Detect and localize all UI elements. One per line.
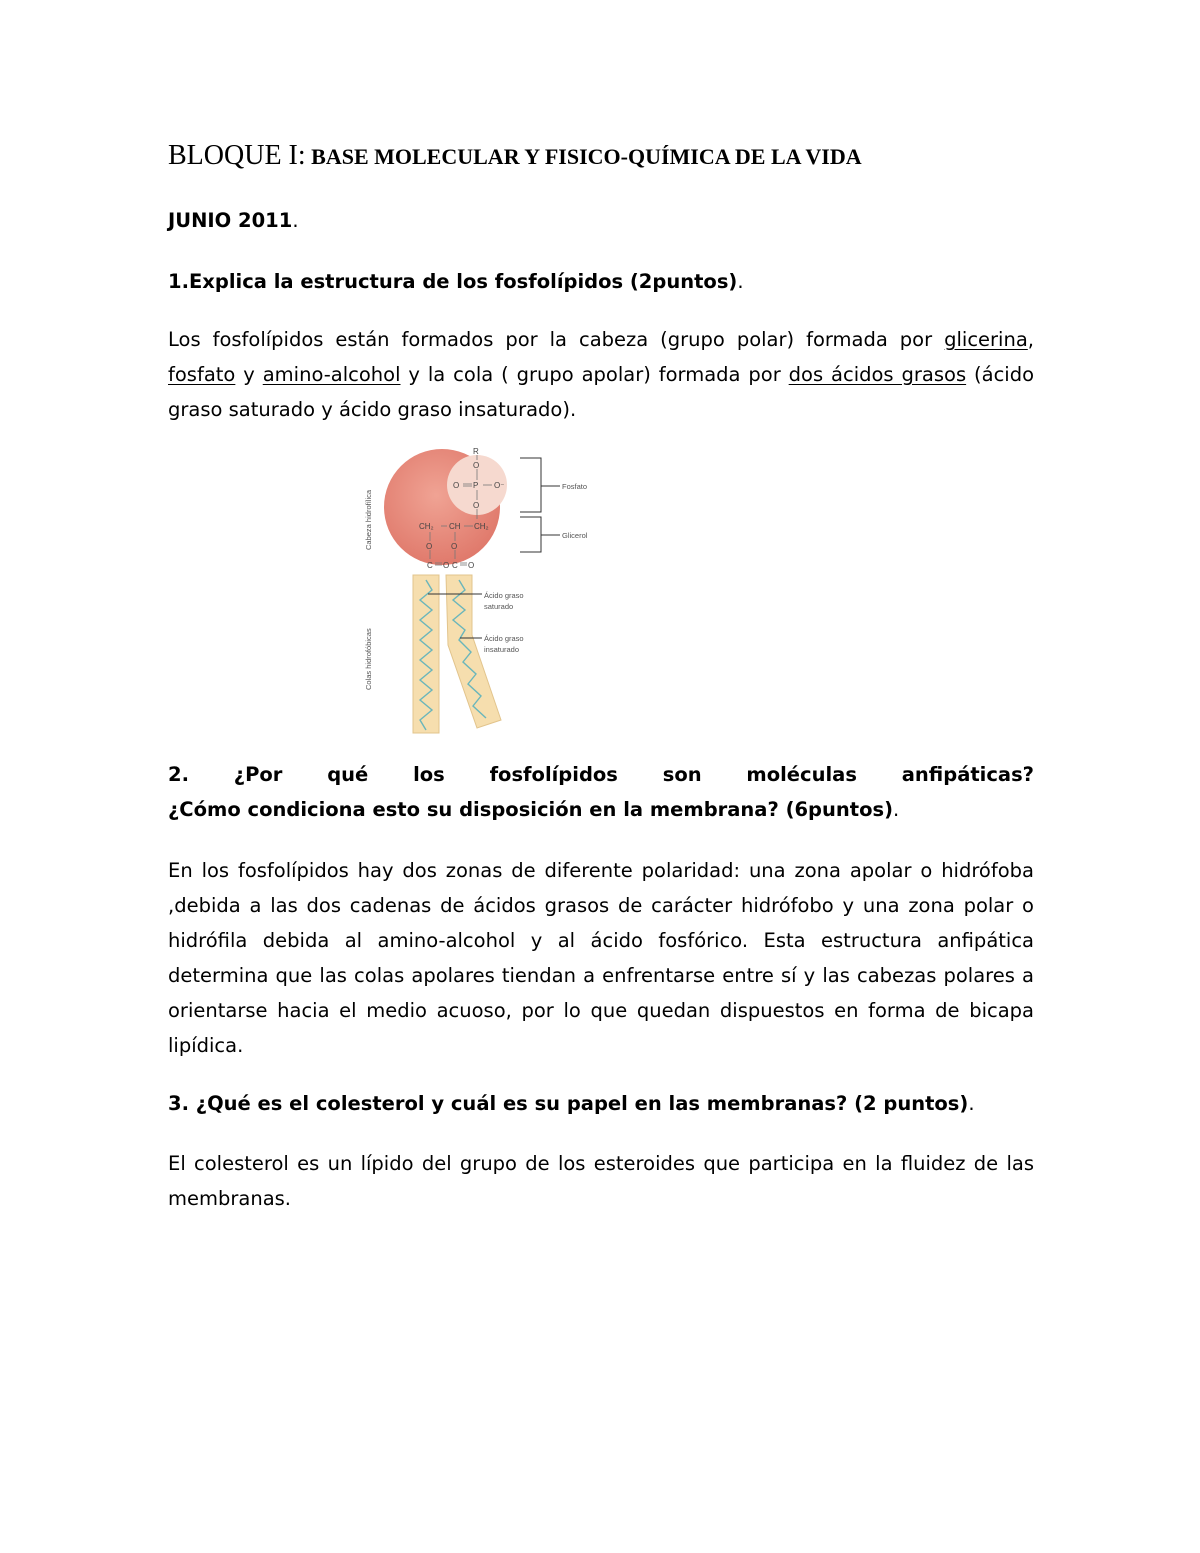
atom-o-ester-2: O [451, 542, 458, 551]
label-saturated-1: Ácido graso [484, 591, 524, 600]
answer-1-part: Los fosfolípidos están formados por la cabeza (grupo polar) formada por [168, 328, 945, 351]
label-glycerol: Glicerol [562, 531, 588, 540]
question-3-text: 3. ¿Qué es el colesterol y cuál es su papel en las membranas? (2 puntos) [168, 1092, 969, 1115]
label-hydrophobic-tails: Colas hidrofóbicas [364, 628, 373, 690]
atom-o-carbonyl-1: O [443, 561, 450, 570]
question-1 [168, 264, 1034, 299]
answer-1-part: y la cola ( grupo apolar) formada por [400, 363, 789, 386]
label-unsaturated-1: Ácido graso [484, 634, 524, 643]
answer-1-part: y [235, 363, 263, 386]
atom-r: R [473, 447, 479, 456]
phosphate-bracket [520, 458, 541, 512]
page-title [168, 140, 1048, 172]
atom-c-2: C [452, 561, 458, 570]
saturated-tail [413, 575, 439, 733]
label-hydrophilic-head: Cabeza hidrofílica [364, 489, 373, 550]
question-2-dot: . [893, 798, 900, 821]
question-2-line-2 [168, 792, 1034, 827]
exam-date [168, 203, 1034, 238]
answer-1-underline-glicerina: glicerina [944, 328, 1028, 351]
atom-o-mid: O [473, 501, 480, 510]
answer-1-underline-fosfato: fosfato [168, 363, 236, 386]
atom-o-ester-1: O [426, 542, 433, 551]
glycerol-bracket [520, 517, 541, 552]
answer-1-part: , [1027, 328, 1034, 351]
phospholipid-diagram [355, 440, 615, 735]
answer-1-underline-amino-alcohol: amino-alcohol [262, 363, 401, 386]
title-prefix: BLOQUE I: [168, 140, 306, 171]
phospholipid-figure [355, 440, 615, 735]
atom-ch: CH [449, 522, 461, 531]
exam-date-text: JUNIO 2011 [168, 209, 293, 232]
atom-c-1: C [427, 561, 433, 570]
atom-ch2-right: CH₂ [474, 522, 489, 531]
atom-o-minus: O⁻ [494, 481, 505, 490]
answer-1-part: (ácido graso saturado y ácido graso insaturado). [168, 363, 1035, 421]
label-saturated-2: saturado [484, 602, 514, 611]
question-2 [168, 757, 1034, 827]
answer-3: El colesterol es un lípido del grupo de los esteroides que participa en la fluidez de las membranas. [168, 1152, 1034, 1210]
title-rest: BASE MOLECULAR Y FISICO-QUÍMICA DE LA VIDA [305, 144, 862, 169]
answer-1 [168, 322, 1034, 427]
question-1-dot: . [737, 270, 744, 293]
exam-date-dot: . [292, 209, 299, 232]
answer-2: En los fosfolípidos hay dos zonas de diferente polaridad: una zona apolar o hidrófoba ,debida a las dos cadenas de ácidos grasos de carácter hidrófobo y una zona polar o hidrófila debida al amino-alcohol y al ácido fosfórico. Esta estructura anfipática determina que las colas apolares tiendan a enfrentarse entre sí y las cabezas polares a orientarse hacia el medio acuoso, por lo que quedan dispuestos en forma de bicapa lipídica. [168, 859, 1034, 1057]
atom-ch2-left: CH₂ [419, 522, 434, 531]
question-2-line-1: 2. ¿Por qué los fosfolípidos son moléculas anfipáticas? [168, 763, 1034, 786]
atom-p: P [473, 481, 479, 490]
label-unsaturated-2: insaturado [484, 645, 520, 654]
question-3 [168, 1086, 1034, 1121]
atom-o-left: O [453, 481, 460, 490]
atom-o-top: O [473, 461, 480, 470]
answer-1-underline-acidos-grasos: dos ácidos grasos [788, 363, 967, 386]
label-phosphate: Fosfato [562, 482, 588, 491]
question-1-text: 1.Explica la estructura de los fosfolípidos (2puntos) [168, 270, 738, 293]
atom-o-carbonyl-2: O [468, 561, 475, 570]
question-2-line-2-text: ¿Cómo condiciona esto su disposición en la membrana? (6puntos) [168, 798, 894, 821]
question-3-dot: . [968, 1092, 975, 1115]
